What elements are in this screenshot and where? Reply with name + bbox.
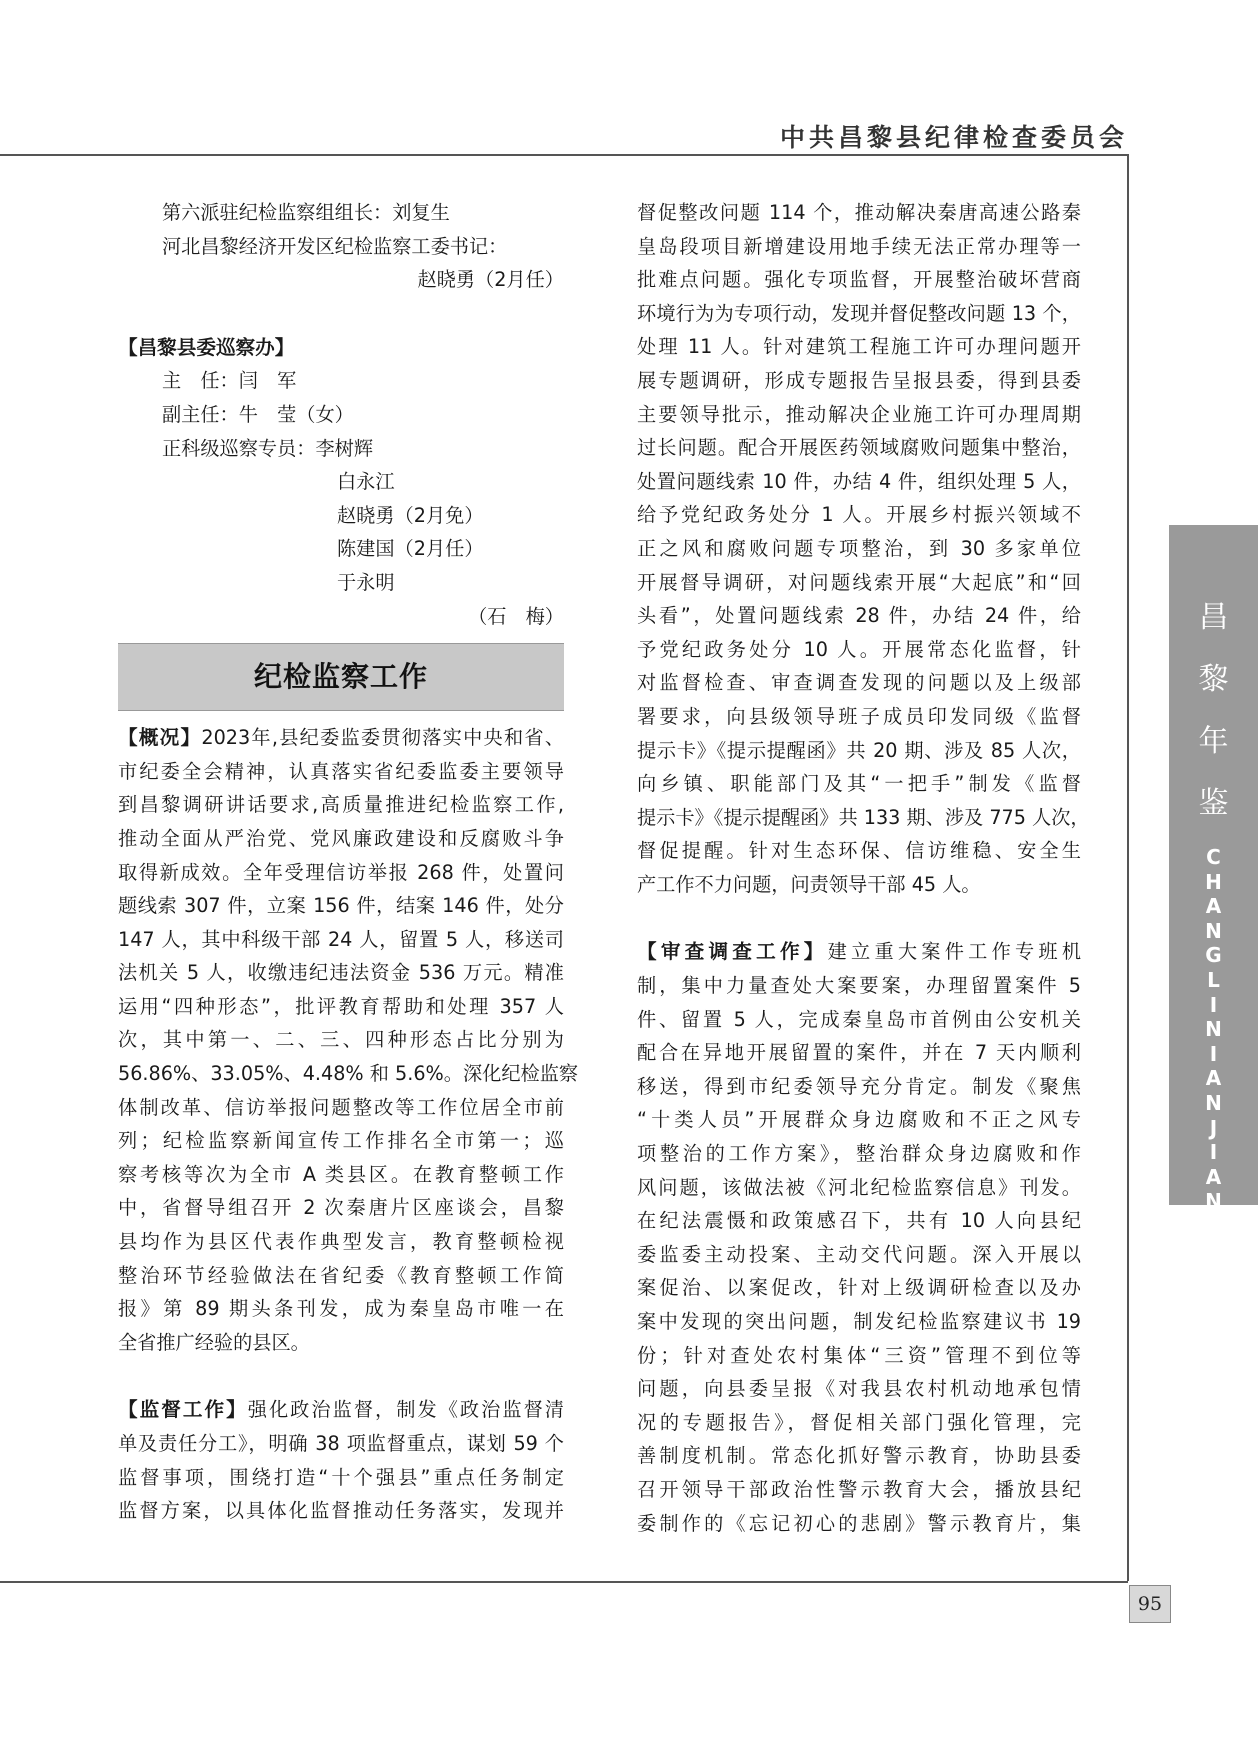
text-line: 监督方案，以具体化监督推动任务落实，发现并 bbox=[118, 1499, 564, 1523]
text-line: 头看”，处置问题线索 28 件，办结 24 件，给 bbox=[637, 604, 1081, 628]
side-letter: L bbox=[1207, 967, 1220, 992]
text-line: 处理 11 人。针对建筑工程施工许可办理问题开 bbox=[637, 335, 1081, 359]
right-column bbox=[637, 196, 1090, 1540]
side-letter: C bbox=[1206, 845, 1221, 869]
side-char: 年 bbox=[1198, 724, 1229, 759]
text-line: 整治环节经验做法在省纪委《教育整顿工作简 bbox=[118, 1263, 564, 1287]
text-line: 过长问题。配合开展医药领域腐败问题集中整治， bbox=[637, 436, 1081, 460]
text-line: 在纪法震慑和政策感召下，共有 10 人向县纪 bbox=[637, 1209, 1081, 1233]
author-signature: （石 梅） bbox=[468, 604, 564, 628]
paragraph-label: 【监督工作】 bbox=[118, 1398, 248, 1422]
text-run: 2023年,县纪委监委贯彻落实中央和省、 bbox=[201, 726, 565, 750]
side-char: 鉴 bbox=[1198, 786, 1229, 821]
text-line: 署要求，向县级领导班子成员印发同级《监督 bbox=[637, 704, 1081, 728]
text-line: 移送，得到市纪委领导充分肯定。制发《聚焦 bbox=[637, 1074, 1081, 1098]
text-line: 展专题调研，形成专题报告呈报县委，得到县委 bbox=[637, 368, 1081, 392]
spacer bbox=[118, 1359, 564, 1393]
side-tab-yearbook bbox=[1169, 525, 1258, 1214]
text-line: 推动全面从严治党、党风廉政建设和反腐败斗争 bbox=[118, 826, 564, 850]
text-line: 取得新成效。全年受理信访举报 268 件，处置问 bbox=[118, 860, 564, 884]
text-line: 次，其中第一、二、三、四种形态占比分别为 bbox=[118, 1028, 564, 1052]
text-line: “十类人员”开展群众身边腐败和不正之风专 bbox=[637, 1108, 1081, 1132]
text-line: 体制改革、信访举报问题整改等工作位居全市前 bbox=[118, 1095, 564, 1119]
text-line: 主要领导批示，推动解决企业施工许可办理周期 bbox=[637, 402, 1081, 426]
header-rule bbox=[0, 154, 1128, 156]
text-line: 处置问题线索 10 件，办结 4 件，组织处理 5 人， bbox=[637, 469, 1081, 493]
paragraph-first-line bbox=[637, 935, 1081, 969]
frame-bottom-rule bbox=[0, 1581, 1128, 1583]
text-line: 善制度机制。常态化抓好警示教育，协助县委 bbox=[637, 1444, 1081, 1468]
paragraph-label: 【审查调查工作】 bbox=[637, 940, 828, 964]
text-line: 督促提醒。针对生态环保、信访维稳、安全生 bbox=[637, 839, 1081, 863]
spacer bbox=[118, 297, 564, 331]
paragraph-first-line bbox=[118, 721, 564, 755]
text-line: 予党纪政务处分 10 人。开展常态化监督，针 bbox=[637, 637, 1081, 661]
text-line: 给予党纪政务处分 1 人。开展乡村振兴领域不 bbox=[637, 503, 1081, 527]
text-line: 第六派驻纪检监察组组长：刘复生 bbox=[162, 201, 450, 224]
text-line: 配合在异地开展留置的案件，并在 7 天内顺利 bbox=[637, 1041, 1081, 1065]
paragraph-first-line bbox=[118, 1393, 564, 1427]
text-line: 产工作不力问题，问责领导干部 45 人。 bbox=[637, 872, 981, 896]
text-line: 运用“四种形态”，批评教育帮助和处理 357 人 bbox=[118, 994, 564, 1018]
text-line: 正之风和腐败问题专项整治，到 30 多家单位 bbox=[637, 536, 1081, 560]
text-line: 问题，向县委呈报《对我县农村机动地承包情 bbox=[637, 1377, 1081, 1401]
text-line: 委监委主动投案、主动交代问题。深入开展以 bbox=[637, 1242, 1081, 1266]
text-line: 皇岛段项目新增建设用地手续无法正常办理等一 bbox=[637, 234, 1081, 258]
side-tab-chinese bbox=[1169, 587, 1258, 835]
side-letter: A bbox=[1205, 894, 1222, 919]
frame-right-rule bbox=[1127, 154, 1129, 1581]
text-line: 案促治、以案促改，针对上级调研检查以及办 bbox=[637, 1276, 1081, 1300]
text-line: 单及责任分工》，明确 38 项监督重点，谋划 59 个 bbox=[118, 1432, 564, 1455]
text-line: 督促整改问题 114 个，推动解决秦唐高速公路秦 bbox=[637, 201, 1081, 224]
text-line: 中，省督导组召开 2 次秦唐片区座谈会，昌黎 bbox=[118, 1196, 564, 1220]
section-heading-xunchaban: 【昌黎县委巡察办】 bbox=[118, 335, 295, 359]
text-run: 建立重大案件工作专班机 bbox=[827, 940, 1082, 964]
text-line: 白永江 bbox=[337, 470, 395, 494]
text-line: 到昌黎调研讲话要求,高质量推进纪检监察工作, bbox=[118, 793, 564, 817]
text-line: 项整治的工作方案》，整治群众身边腐败和作 bbox=[637, 1142, 1081, 1166]
side-letter: I bbox=[1209, 1140, 1218, 1165]
text-line: 提示卡》《提示提醒函》共 20 期、涉及 85 人次， bbox=[637, 738, 1081, 762]
text-line: 环境行为为专项行动，发现并督促整改问题 13 个， bbox=[637, 301, 1081, 325]
paragraph-label: 【概况】 bbox=[118, 726, 202, 750]
text-line: 市纪委全会精神，认真落实省纪委监委主要领导 bbox=[118, 759, 564, 783]
text-line: 察考核等次为全市 A 类县区。在教育整顿工作 bbox=[118, 1162, 564, 1186]
side-letter: H bbox=[1205, 869, 1222, 894]
text-line: 147 人，其中科级干部 24 人，留置 5 人，移送司 bbox=[118, 927, 564, 951]
text-line: 于永明 bbox=[337, 570, 395, 594]
text-line: 况的专题报告》，督促相关部门强化管理，完 bbox=[637, 1410, 1081, 1434]
side-letter: I bbox=[1209, 1041, 1218, 1066]
text-line: 主 任：闫 军 bbox=[162, 369, 297, 393]
text-line: 件、留置 5 人，完成秦皇岛市首例由公安机关 bbox=[637, 1007, 1081, 1031]
side-letter: G bbox=[1205, 943, 1222, 968]
page-header-title: 中共昌黎县纪律检查委员会 bbox=[779, 123, 1128, 152]
left-column bbox=[118, 196, 579, 1528]
text-line: 陈建国（2月任） bbox=[337, 537, 484, 561]
text-line: 法机关 5 人，收缴违纪违法资金 536 万元。精准 bbox=[118, 961, 564, 985]
text-line: 监督事项，围绕打造“十个强县”重点任务制定 bbox=[118, 1465, 564, 1489]
text-line: 向乡镇、职能部门及其“一把手”制发《监督 bbox=[637, 772, 1081, 796]
text-run: 强化政治监督，制发《政治监督清 bbox=[247, 1398, 564, 1422]
side-letter: N bbox=[1205, 918, 1222, 943]
text-line: 列；纪检监察新闻宣传工作排名全市第一；巡 bbox=[118, 1129, 564, 1153]
side-tab-english bbox=[1169, 845, 1258, 1214]
side-letter: A bbox=[1205, 1066, 1222, 1091]
side-letter: N bbox=[1205, 1189, 1222, 1214]
side-letter: I bbox=[1209, 992, 1218, 1017]
text-line: 正科级巡察专员：李树辉 bbox=[162, 436, 374, 460]
text-line: 开展督导调研，对问题线索开展“大起底”和“回 bbox=[637, 570, 1081, 594]
text-line: 制，集中力量查处大案要案，办理留置案件 5 bbox=[637, 974, 1081, 998]
text-line: 份；针对查处农村集体“三资”管理不到位等 bbox=[637, 1343, 1081, 1367]
text-line: 委制作的《忘记初心的悲剧》警示教育片，集 bbox=[637, 1511, 1081, 1535]
side-letter: N bbox=[1205, 1017, 1222, 1042]
text-line: 召开领导干部政治性警示教育大会，播放县纪 bbox=[637, 1477, 1081, 1501]
text-line: 县均作为县区代表作典型发言，教育整顿检视 bbox=[118, 1230, 564, 1254]
text-line: 全省推广经验的县区。 bbox=[118, 1330, 310, 1354]
side-letter: N bbox=[1205, 1090, 1222, 1115]
text-line: 题线索 307 件，立案 156 件，结案 146 件，处分 bbox=[118, 894, 564, 918]
side-letter: J bbox=[1209, 1115, 1218, 1140]
text-line: 副主任：牛 莹（女） bbox=[162, 402, 354, 426]
text-line: 提示卡》《提示提醒函》共 133 期、涉及 775 人次， bbox=[637, 805, 1090, 829]
text-line: 风问题，该做法被《河北纪检监察信息》刊发。 bbox=[637, 1175, 1081, 1199]
text-line: 报》第 89 期头条刊发，成为秦皇岛市唯一在 bbox=[118, 1297, 564, 1321]
text-line: 对监督检查、审查调查发现的问题以及上级部 bbox=[637, 671, 1081, 695]
text-line: 赵晓勇（2月任） bbox=[417, 268, 564, 292]
side-char: 昌 bbox=[1198, 600, 1229, 635]
spacer bbox=[637, 901, 1081, 935]
section-title-box: 纪检监察工作 bbox=[118, 643, 564, 711]
side-char: 黎 bbox=[1198, 662, 1229, 697]
side-letter: A bbox=[1205, 1164, 1222, 1189]
text-line: 56.86%、33.05%、4.48% 和 5.6%。深化纪检监察 bbox=[118, 1062, 579, 1086]
text-line: 河北昌黎经济开发区纪检监察工委书记： bbox=[162, 234, 508, 258]
page-number: 95 bbox=[1129, 1585, 1171, 1623]
text-line: 批难点问题。强化专项监督，开展整治破坏营商 bbox=[637, 268, 1081, 292]
text-line: 案中发现的突出问题，制发纪检监察建议书 19 bbox=[637, 1310, 1081, 1333]
text-line: 赵晓勇（2月免） bbox=[337, 503, 484, 527]
